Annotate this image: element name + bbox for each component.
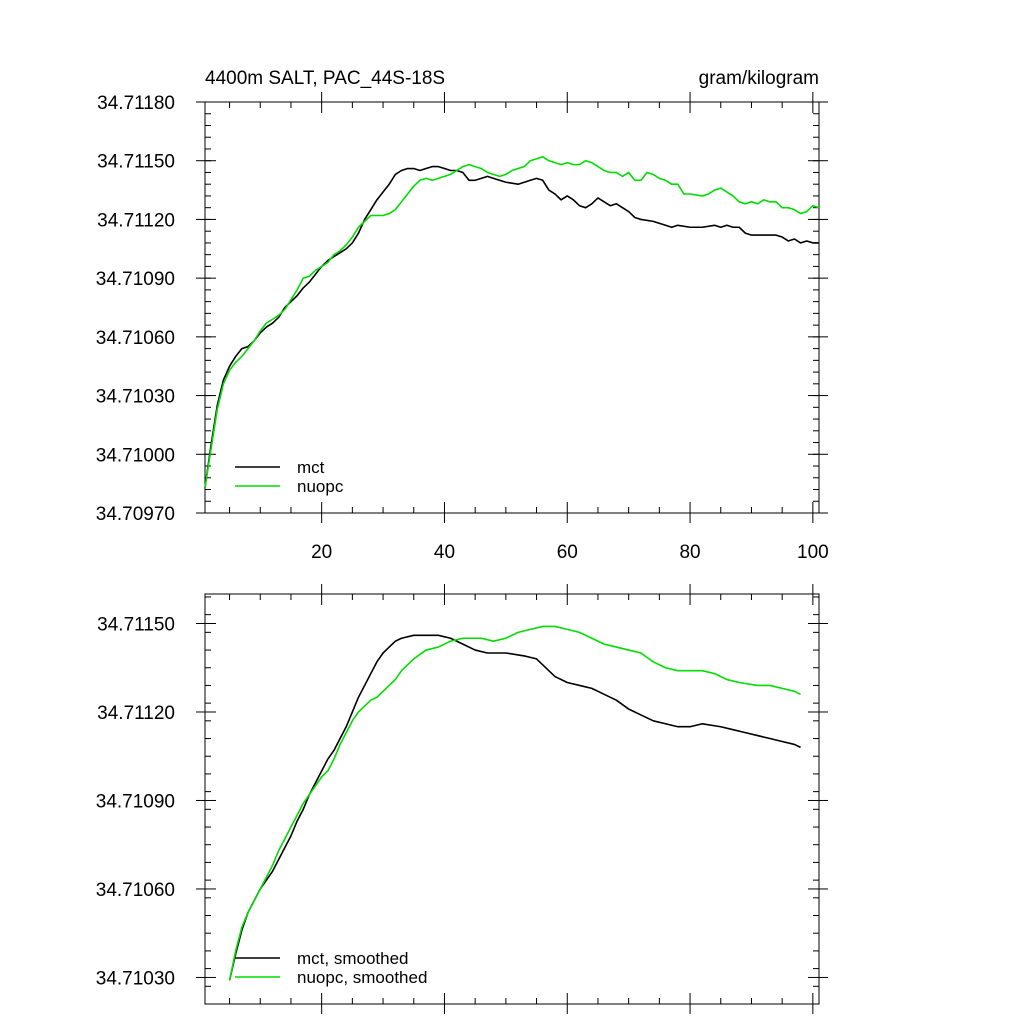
legend-label: nuopc bbox=[297, 477, 344, 496]
legend-label: nuopc, smoothed bbox=[297, 968, 428, 987]
plot-frame bbox=[205, 102, 819, 513]
x-tick-label: 40 bbox=[433, 542, 456, 563]
chart-title: 4400m SALT, PAC_44S-18S bbox=[205, 68, 446, 89]
y-tick-label: 34.71150 bbox=[97, 614, 175, 636]
x-tick-label: 100 bbox=[797, 542, 829, 563]
y-tick-label: 34.71180 bbox=[97, 93, 175, 114]
top-chart bbox=[96, 68, 829, 563]
x-tick-label: 60 bbox=[556, 542, 578, 563]
y-tick-label: 34.71150 bbox=[97, 151, 175, 173]
x-tick-label: 20 bbox=[311, 542, 333, 563]
x-tick-label: 80 bbox=[679, 542, 701, 563]
y-tick-label: 34.71090 bbox=[95, 269, 175, 291]
series-line-0 bbox=[230, 635, 801, 980]
y-tick-label: 34.71030 bbox=[95, 968, 175, 990]
plot-frame bbox=[205, 594, 819, 1004]
bottom-chart bbox=[96, 584, 828, 1014]
y-tick-label: 34.70970 bbox=[95, 504, 175, 525]
series-line-1 bbox=[205, 157, 819, 488]
y-tick-label: 34.71120 bbox=[97, 210, 175, 232]
units-label: gram/kilogram bbox=[698, 68, 819, 89]
y-tick-label: 34.71000 bbox=[95, 445, 175, 467]
legend-label: mct bbox=[297, 458, 325, 477]
legend-label: mct, smoothed bbox=[297, 949, 409, 968]
y-tick-label: 34.71120 bbox=[97, 702, 175, 724]
y-tick-label: 34.71060 bbox=[95, 879, 175, 901]
y-tick-label: 34.71060 bbox=[95, 327, 175, 349]
y-tick-label: 34.71090 bbox=[95, 791, 175, 813]
series-line-0 bbox=[205, 167, 819, 488]
y-tick-label: 34.71030 bbox=[95, 386, 175, 408]
series-line-1 bbox=[230, 626, 801, 980]
